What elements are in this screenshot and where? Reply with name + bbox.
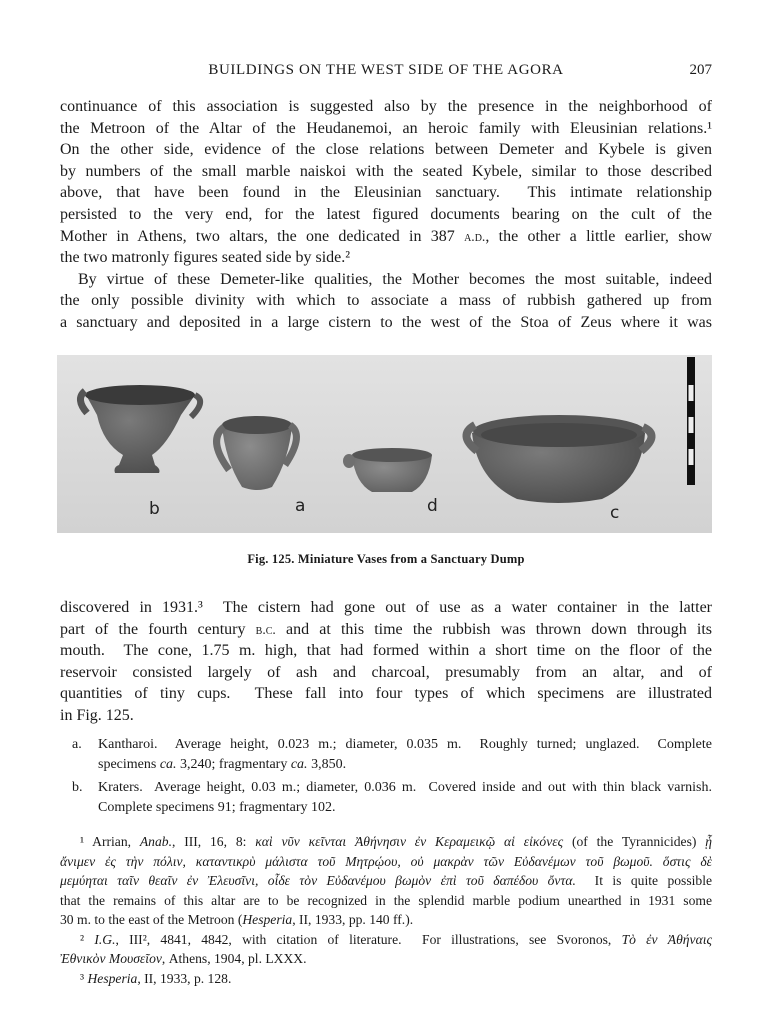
italic-text: ca. <box>290 757 308 772</box>
text-line <box>60 619 712 641</box>
text-run: Mother in Athens, two altars, the one dedicated in 387 <box>60 227 465 245</box>
vase-label-b: b <box>149 499 160 519</box>
running-title: BUILDINGS ON THE WEST SIDE OF THE AGORA <box>208 62 564 78</box>
text-line <box>60 832 712 852</box>
text-line <box>60 118 712 140</box>
type-list <box>72 735 712 821</box>
text-line <box>60 930 712 950</box>
text-run: a sanctuary and deposited in a large cistern to the west of the Stoa of Zeus where it was <box>60 313 712 331</box>
text-run: , III², 4841, 4842, with citation of literature. For illustrations, see Svoronos, <box>115 931 622 947</box>
text-line <box>60 96 712 118</box>
footnotes <box>60 832 712 988</box>
text-run: , Athens, 1904, pl. LXXX. <box>161 951 307 966</box>
text-line <box>60 852 712 872</box>
text-run: the Metroon of the Altar of the Heudanemoi, an heroic family with Eleusinian relations.¹ <box>60 119 712 137</box>
italic-text: Τὸ ἐν Ἀθήναις <box>621 931 712 947</box>
list-item <box>72 735 712 775</box>
text-run: discovered in 1931.³ The cistern had gone out of use as a water container in the latter <box>60 599 712 616</box>
small-caps-text: a.d. <box>464 228 486 244</box>
text-line <box>60 204 712 226</box>
text-run: 3,240; fragmentary <box>176 757 291 772</box>
vase-label-c: c <box>610 503 620 523</box>
text-run: , II, 1933, p. 128. <box>137 970 232 986</box>
text-line <box>60 949 712 969</box>
text-run: that the remains of this altar are to be recognized in the splendid marble podium unearthed in 1931 some <box>60 892 712 908</box>
text-line <box>98 735 712 755</box>
text-run: It is quite possible <box>575 873 713 888</box>
text-line <box>60 662 712 684</box>
text-run: Complete specimens 91; fragmentary 102. <box>98 800 336 815</box>
list-item-label: a. <box>72 737 82 752</box>
text-run: above, that have been found in the Eleusinian sanctuary. This intimate relationship <box>60 184 712 202</box>
figure-photo-miniature-vases <box>57 355 712 533</box>
text-run: persisted to the very end, for the latest figured documents bearing on the cult of the <box>60 205 712 223</box>
italic-text: I.G. <box>94 931 116 947</box>
text-line <box>60 269 712 291</box>
text-line <box>60 640 712 662</box>
italic-text: ἄνιμεν ἐς τὴν πόλιν, καταντικρὺ μάλιστα τοῦ Μητρῴου, οὐ μακρὰν τῶν Εὐδανέμων τοῦ βωμοῦ. ὅστις δὲ <box>60 853 712 869</box>
italic-text: ᾗ <box>705 834 712 849</box>
text-line <box>60 247 712 269</box>
text-run: Kantharoi. Average height, 0.023 m.; diameter, 0.035 m. Roughly turned; unglazed. Complete <box>98 737 712 752</box>
text-line <box>60 161 712 183</box>
text-run: and at this time the rubbish was thrown down through its <box>275 620 713 638</box>
text-line <box>60 871 712 891</box>
body-text-top <box>60 96 712 334</box>
italic-text: καὶ νῦν κεῖνται Ἀθήνησιν ἐν Κεραμεικῷ αἱ εἰκόνες <box>255 834 564 849</box>
text-run: ³ <box>80 970 88 986</box>
text-line <box>98 755 712 775</box>
text-run: mouth. The cone, 1.75 m. high, that had formed within a short time on the floor of the <box>60 642 712 660</box>
text-run: (of the Tyrannicides) <box>563 834 706 849</box>
text-run: On the other side, evidence of the close relations between Demeter and Kybele is given <box>60 141 712 159</box>
italic-text: Hesperia <box>87 970 138 986</box>
text-line <box>60 226 712 248</box>
text-run: , II, 1933, pp. 140 ff.). <box>292 912 414 927</box>
text-line <box>60 683 712 705</box>
vase-label-a: a <box>295 496 306 516</box>
text-run: 3,850. <box>307 757 347 772</box>
running-header <box>60 62 712 82</box>
text-run: specimens <box>98 757 160 772</box>
text-run: ² <box>80 931 95 947</box>
list-item <box>72 778 712 818</box>
italic-text: Ἐθνικὸν Μουσεῖον <box>60 951 162 966</box>
text-line <box>98 798 712 818</box>
text-run: 30 m. to the east of the Metroon ( <box>60 912 243 927</box>
text-line <box>60 597 712 619</box>
list-item-label: b. <box>72 780 83 795</box>
text-line <box>60 182 712 204</box>
text-run: , the other a little earlier, show <box>485 227 712 245</box>
text-line <box>60 705 712 727</box>
italic-text: μεμύηται ταῖν θεαῖν ἐν Ἐλευσῖνι, οἶδε τὸν Εὐδανέμου βωμὸν ἐπὶ τοῦ δαπέδου ὄντα. <box>60 873 576 888</box>
italic-text: Anab. <box>139 834 172 849</box>
text-run: ¹ Arrian, <box>80 834 140 849</box>
vase-label-d: d <box>427 496 438 516</box>
italic-text: ca. <box>159 757 177 772</box>
text-line <box>60 910 712 930</box>
figure-caption: Fig. 125. Miniature Vases from a Sanctuary Dump <box>247 552 525 566</box>
text-line <box>98 778 712 798</box>
text-line <box>60 312 712 334</box>
text-run: reservoir consisted largely of ash and charcoal, presumably from an altar, and of <box>60 663 712 681</box>
text-line <box>60 290 712 312</box>
page-number: 207 <box>689 62 712 78</box>
italic-text: Hesperia <box>242 912 293 927</box>
text-run: in Fig. 125. <box>60 706 134 724</box>
text-line <box>60 891 712 911</box>
body-text-bottom <box>60 597 712 727</box>
text-run: the two matronly figures seated side by side.² <box>60 249 351 267</box>
text-line <box>60 969 712 989</box>
scale-bar <box>687 357 695 485</box>
text-run: , III, 16, 8: <box>171 834 256 849</box>
text-run: Kraters. Average height, 0.03 m.; diameter, 0.036 m. Covered inside and out with thin black varnish. <box>98 780 712 795</box>
text-run: continuance of this association is suggested also by the presence in the neighborhood of <box>60 98 712 115</box>
text-run: part of the fourth century <box>60 620 256 638</box>
text-line <box>60 139 712 161</box>
text-run: by numbers of the small marble naiskoi with the seated Kybele, similar to those described <box>60 162 712 180</box>
text-run: By virtue of these Demeter-like qualities, the Mother becomes the most suitable, indeed <box>78 270 712 288</box>
small-caps-text: b.c. <box>255 621 276 637</box>
text-run: the only possible divinity with which to associate a mass of rubbish gathered up from <box>60 292 712 310</box>
text-run: quantities of tiny cups. These fall into four types of which specimens are illustrated <box>60 685 712 703</box>
